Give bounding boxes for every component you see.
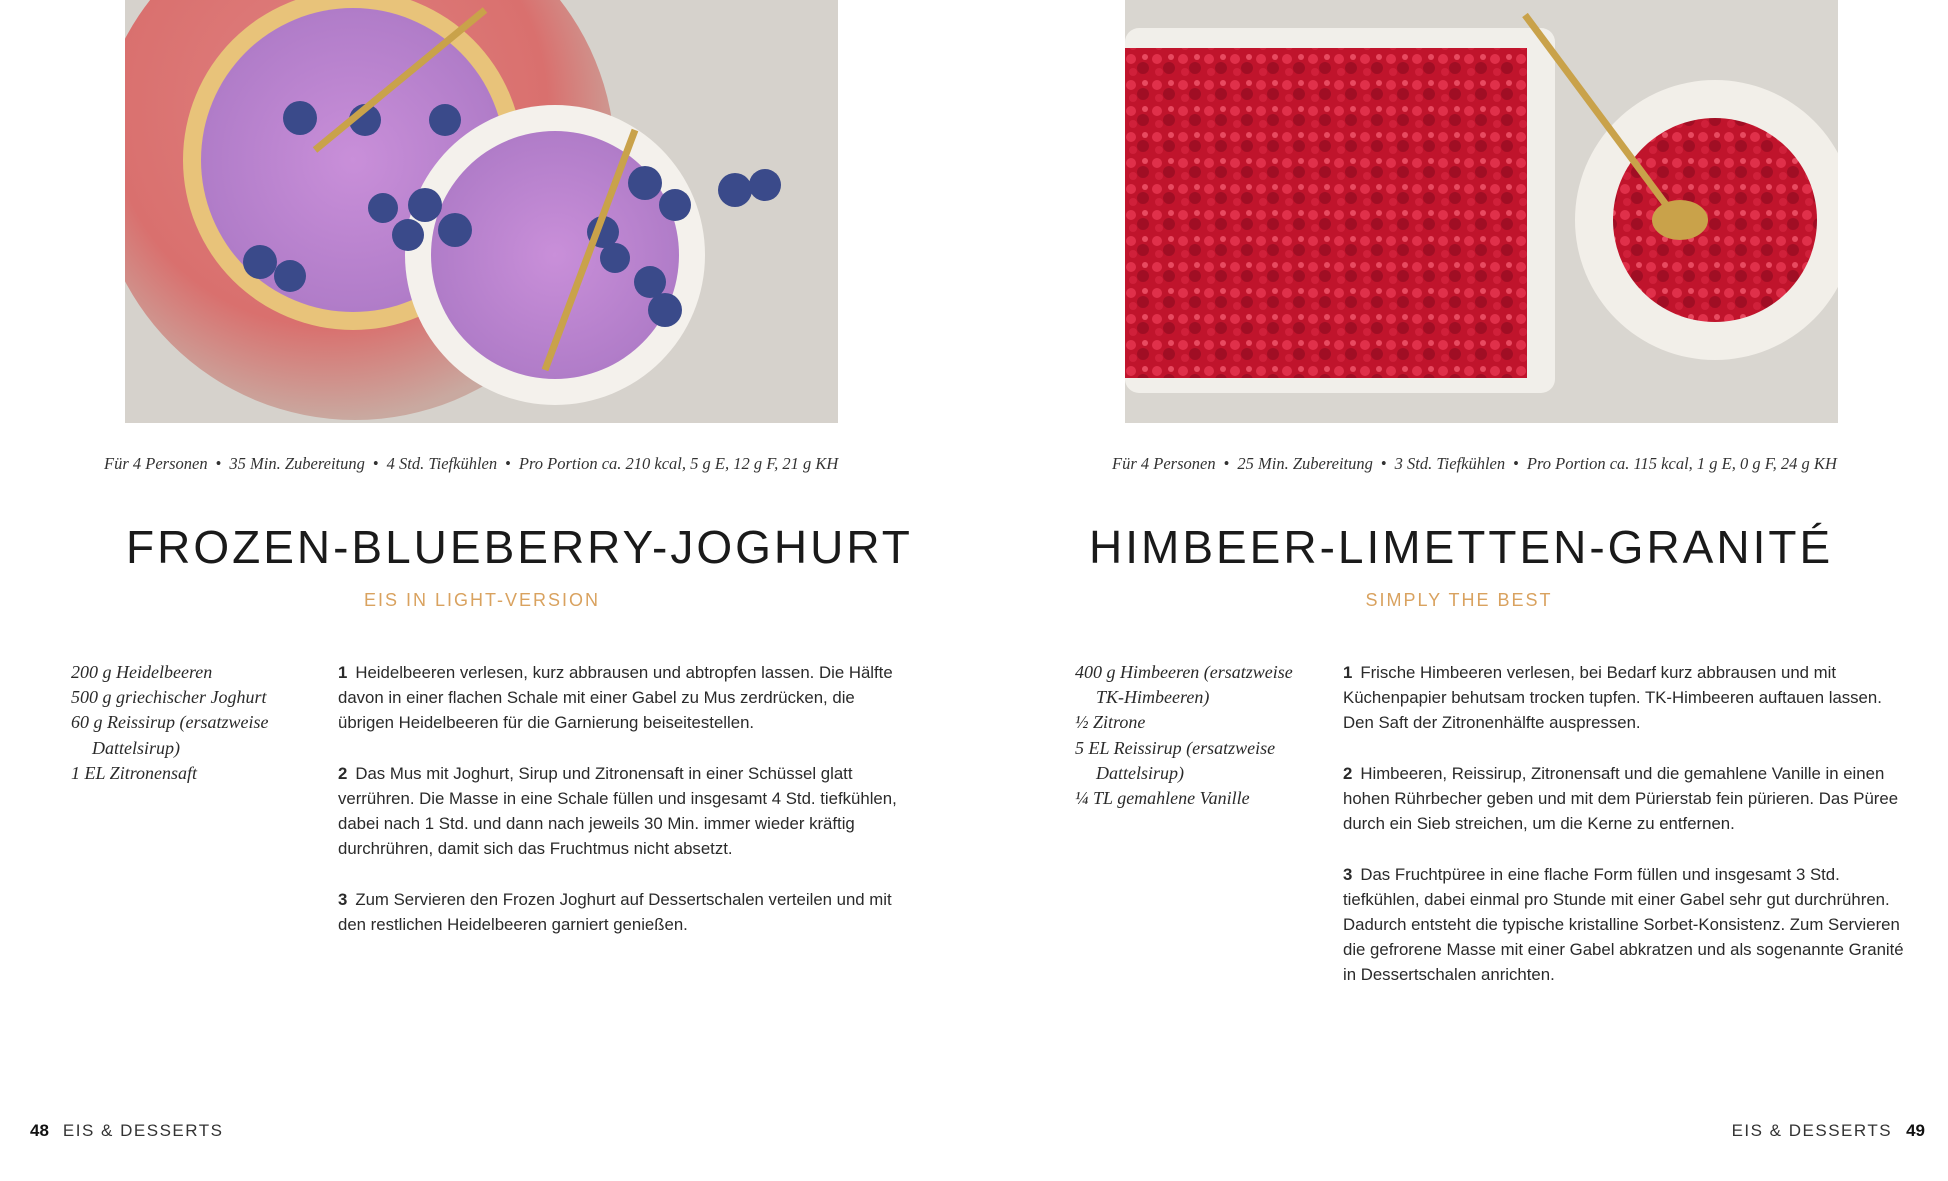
servings: Für 4 Personen (104, 454, 208, 473)
instructions (1343, 660, 1913, 1013)
nutrition: Pro Portion ca. 210 kcal, 5 g E, 12 g F, 21 g KH (518, 454, 839, 473)
ingredient-item: 60 g Reissirup (ersatzweise Dattelsirup) (71, 712, 269, 758)
step-item (1343, 761, 1913, 837)
ingredient-item: 500 g griechischer Joghurt (71, 687, 267, 708)
freeze-time: 4 Std. Tiefkühlen (386, 454, 498, 473)
ingredient-item: 200 g Heidelbeeren (71, 662, 213, 682)
step-number: 1 (1343, 663, 1353, 682)
step-item (1343, 660, 1913, 736)
freeze-time: 3 Std. Tiefkühlen (1394, 454, 1506, 473)
raspberry-granite-photo (1125, 0, 1838, 423)
servings: Für 4 Personen (1112, 454, 1216, 473)
recipe-subtitle: EIS IN LIGHT-VERSION (363, 590, 601, 610)
recipe-title: FROZEN-BLUEBERRY-JOGHURT (126, 521, 913, 573)
recipe-meta (1112, 454, 1837, 474)
ingredient-item: 1 EL Zitronensaft (71, 762, 198, 783)
step-item (338, 660, 898, 736)
ingredient-item: ¼ TL gemahlene Vanille (1075, 788, 1250, 809)
recipe-meta (104, 454, 838, 474)
bullet-separator: • (505, 454, 511, 473)
ingredient-item: 400 g Himbeeren (ersatzweise TK-Himbeeren) (1075, 662, 1293, 708)
section-name: EIS & DESSERTS (1731, 1121, 1893, 1140)
recipe-title: HIMBEER-LIMETTEN-GRANITÉ (1089, 521, 1834, 573)
step-text: Heidelbeeren verlesen, kurz abbrausen und abtropfen lassen. Die Hälfte davon in einer flachen Schale mit einer Gabel zu Mus zerdrücken, die übrigen Heidelbeeren für die Garnierung beiseitestellen. (338, 663, 893, 733)
ingredients-list (1075, 660, 1315, 811)
page-footer (30, 1121, 223, 1141)
prep-time: 35 Min. Zubereitung (229, 454, 365, 473)
step-text: Das Fruchtpüree in eine flache Form füllen und insgesamt 3 Std. tiefkühlen, dabei einmal pro Stunde mit einer Gabel sehr gut durchrühren. Dadurch entsteht die typische kristalline Sorbet-Konsistenz. Zum Servieren die gefrorene Masse mit einer Gabel abkratzen und als sogenannte Granité in Dessertschalen anrichten. (1343, 864, 1904, 985)
step-number: 2 (338, 763, 348, 783)
bullet-separator: • (1223, 454, 1230, 473)
step-number: 1 (338, 663, 348, 682)
step-item (338, 887, 898, 937)
ingredient-item: 5 EL Reissirup (ersatzweise Dattelsirup) (1075, 737, 1276, 783)
step-number: 3 (1343, 864, 1353, 884)
page-number: 48 (30, 1121, 49, 1140)
right-page (974, 0, 1948, 1181)
bullet-separator: • (372, 454, 379, 473)
step-text: Das Mus mit Joghurt, Sirup und Zitronensaft in einer Schüssel glatt verrühren. Die Masse in eine Schale füllen und insgesamt 4 Std. tiefkühlen, dabei nach 1 Std. und dann nach jeweils 30 Min. immer wieder kräftig durchrühren, damit sich das Fruchtmus nicht absetzt. (338, 763, 897, 859)
instructions (338, 660, 898, 962)
step-number: 2 (1343, 763, 1353, 783)
nutrition: Pro Portion ca. 115 kcal, 1 g E, 0 g F, 24 g KH (1526, 454, 1837, 473)
step-item (1343, 862, 1913, 988)
ingredient-item: ½ Zitrone (1075, 712, 1146, 733)
page-footer (1732, 1121, 1925, 1141)
step-text: Zum Servieren den Frozen Joghurt auf Dessertschalen verteilen und mit den restlichen Heidelbeeren garniert genießen. (338, 889, 892, 934)
bullet-separator: • (1513, 454, 1519, 473)
bullet-separator: • (1380, 454, 1387, 473)
page-number: 49 (1906, 1121, 1925, 1140)
blueberry-frozen-yogurt-photo (125, 0, 838, 423)
step-number: 3 (338, 889, 348, 909)
recipe-subtitle: SIMPLY THE BEST (1365, 590, 1553, 610)
step-text: Frische Himbeeren verlesen, bei Bedarf kurz abbrausen und mit Küchenpapier behutsam trocken tupfen. TK-Himbeeren auftauen lassen. Den Saft der Zitronenhälfte auspressen. (1343, 663, 1882, 733)
step-text: Himbeeren, Reissirup, Zitronensaft und die gemahlene Vanille in einen hohen Rührbecher geben und mit dem Pürierstab fein pürieren. Das Püree durch ein Sieb streichen, um die Kerne zu entfernen. (1343, 763, 1899, 834)
prep-time: 25 Min. Zubereitung (1237, 454, 1373, 473)
step-item (338, 761, 898, 862)
ingredients-list (71, 660, 301, 786)
section-name: EIS & DESSERTS (62, 1121, 224, 1140)
bullet-separator: • (215, 454, 222, 473)
